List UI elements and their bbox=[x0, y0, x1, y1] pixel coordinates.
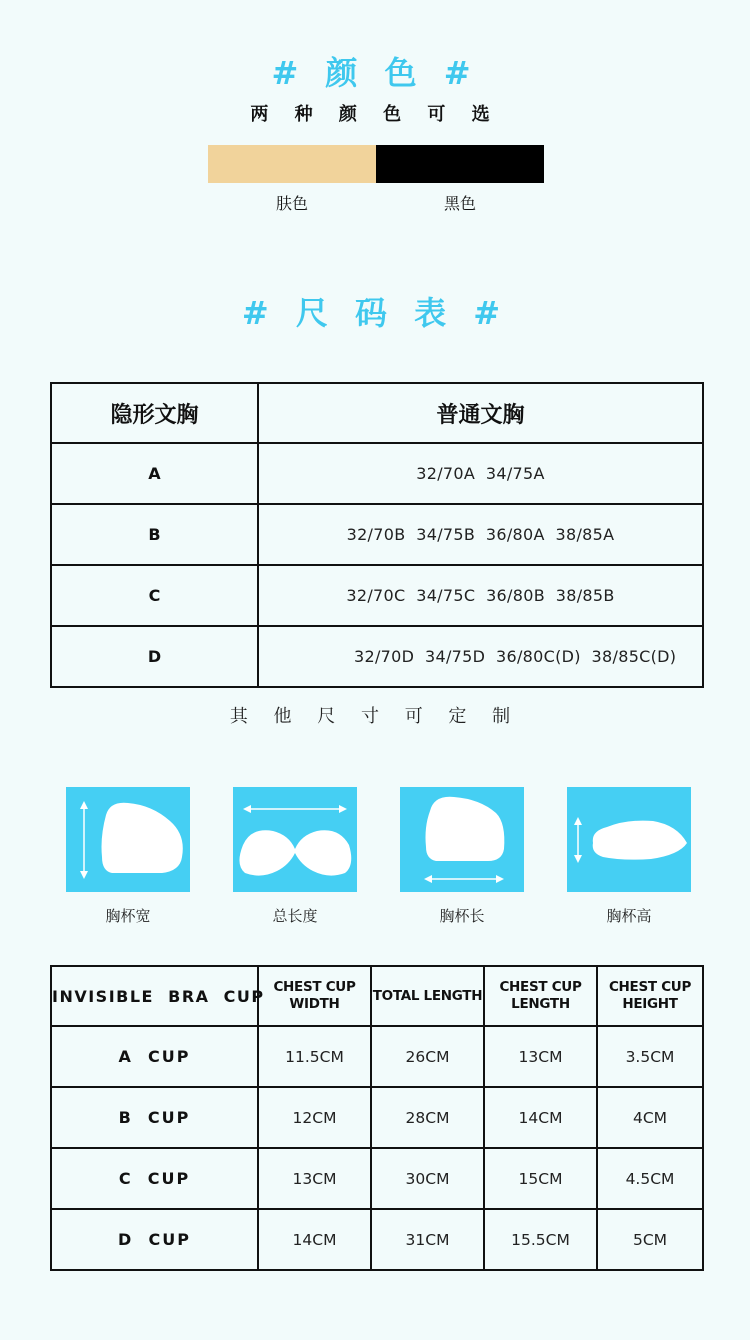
total-cell: 26CM bbox=[371, 1026, 484, 1087]
cup-width-label: 胸杯宽 bbox=[105, 907, 151, 925]
total-cell: 28CM bbox=[371, 1087, 484, 1148]
cup-length-label: 胸杯长 bbox=[439, 907, 485, 925]
header-invisible-bra: 隐形文胸 bbox=[51, 383, 258, 443]
table-row bbox=[51, 504, 703, 565]
sizes-cell: 32/70D 34/75D 36/80C(D) 38/85C(D) bbox=[258, 626, 703, 687]
width-cell: 13CM bbox=[258, 1148, 371, 1209]
color-section-heading: # 颜 色 # bbox=[271, 54, 479, 92]
header-chest-cup-length: CHEST CUP LENGTH bbox=[484, 966, 597, 1026]
height-cell: 3.5CM bbox=[597, 1026, 703, 1087]
cup-cell: C CUP bbox=[51, 1148, 258, 1209]
table-row bbox=[51, 443, 703, 504]
width-cell: 11.5CM bbox=[258, 1026, 371, 1087]
sizes-cell: 32/70A 34/75A bbox=[258, 443, 703, 504]
black-color-label: 黑色 bbox=[443, 194, 476, 213]
height-cell: 5CM bbox=[597, 1209, 703, 1270]
header-regular-bra: 普通文胸 bbox=[258, 383, 703, 443]
custom-size-note: 其 他 尺 寸 可 定 制 bbox=[229, 706, 521, 727]
height-cell: 4.5CM bbox=[597, 1148, 703, 1209]
sizes-cell: 32/70C 34/75C 36/80B 38/85B bbox=[258, 565, 703, 626]
height-cell: 4CM bbox=[597, 1087, 703, 1148]
black-color-swatch bbox=[376, 145, 544, 183]
cup-cell: A CUP bbox=[51, 1026, 258, 1087]
size-section-heading: # 尺 码 表 # bbox=[241, 294, 509, 332]
cup-cell: D bbox=[51, 626, 258, 687]
table-row bbox=[51, 1026, 703, 1087]
cup-height-diagram-icon bbox=[567, 787, 691, 892]
length-cell: 14CM bbox=[484, 1087, 597, 1148]
cup-measurement-table bbox=[50, 965, 704, 1271]
header-chest-cup-width: CHEST CUP WIDTH bbox=[258, 966, 371, 1026]
color-subtitle: 两 种 颜 色 可 选 bbox=[250, 104, 500, 125]
total-length-diagram-icon bbox=[233, 787, 357, 892]
total-cell: 31CM bbox=[371, 1209, 484, 1270]
table-row bbox=[51, 1209, 703, 1270]
sizes-cell: 32/70B 34/75B 36/80A 38/85A bbox=[258, 504, 703, 565]
cup-width-diagram-icon bbox=[66, 787, 190, 892]
skin-color-label: 肤色 bbox=[275, 194, 308, 213]
length-cell: 15CM bbox=[484, 1148, 597, 1209]
cup-cell: D CUP bbox=[51, 1209, 258, 1270]
length-cell: 15.5CM bbox=[484, 1209, 597, 1270]
header-total-length: TOTAL LENGTH bbox=[371, 966, 484, 1026]
cup-length-diagram-icon bbox=[400, 787, 524, 892]
table-header-row bbox=[51, 383, 703, 443]
width-cell: 12CM bbox=[258, 1087, 371, 1148]
cup-height-label: 胸杯高 bbox=[606, 907, 652, 925]
total-cell: 30CM bbox=[371, 1148, 484, 1209]
table-row bbox=[51, 1087, 703, 1148]
table-header-row bbox=[51, 966, 703, 1026]
cup-cell: B bbox=[51, 504, 258, 565]
cup-cell: B CUP bbox=[51, 1087, 258, 1148]
width-cell: 14CM bbox=[258, 1209, 371, 1270]
cup-cell: A bbox=[51, 443, 258, 504]
table-row bbox=[51, 1148, 703, 1209]
header-chest-cup-height: CHEST CUP HEIGHT bbox=[597, 966, 703, 1026]
cup-cell: C bbox=[51, 565, 258, 626]
table-row bbox=[51, 565, 703, 626]
skin-color-swatch bbox=[208, 145, 376, 183]
size-conversion-table bbox=[50, 382, 704, 688]
header-invisible-bra-cup: INVISIBLE BRA CUP bbox=[51, 966, 258, 1026]
total-length-label: 总长度 bbox=[272, 907, 318, 925]
length-cell: 13CM bbox=[484, 1026, 597, 1087]
table-row bbox=[51, 626, 703, 687]
